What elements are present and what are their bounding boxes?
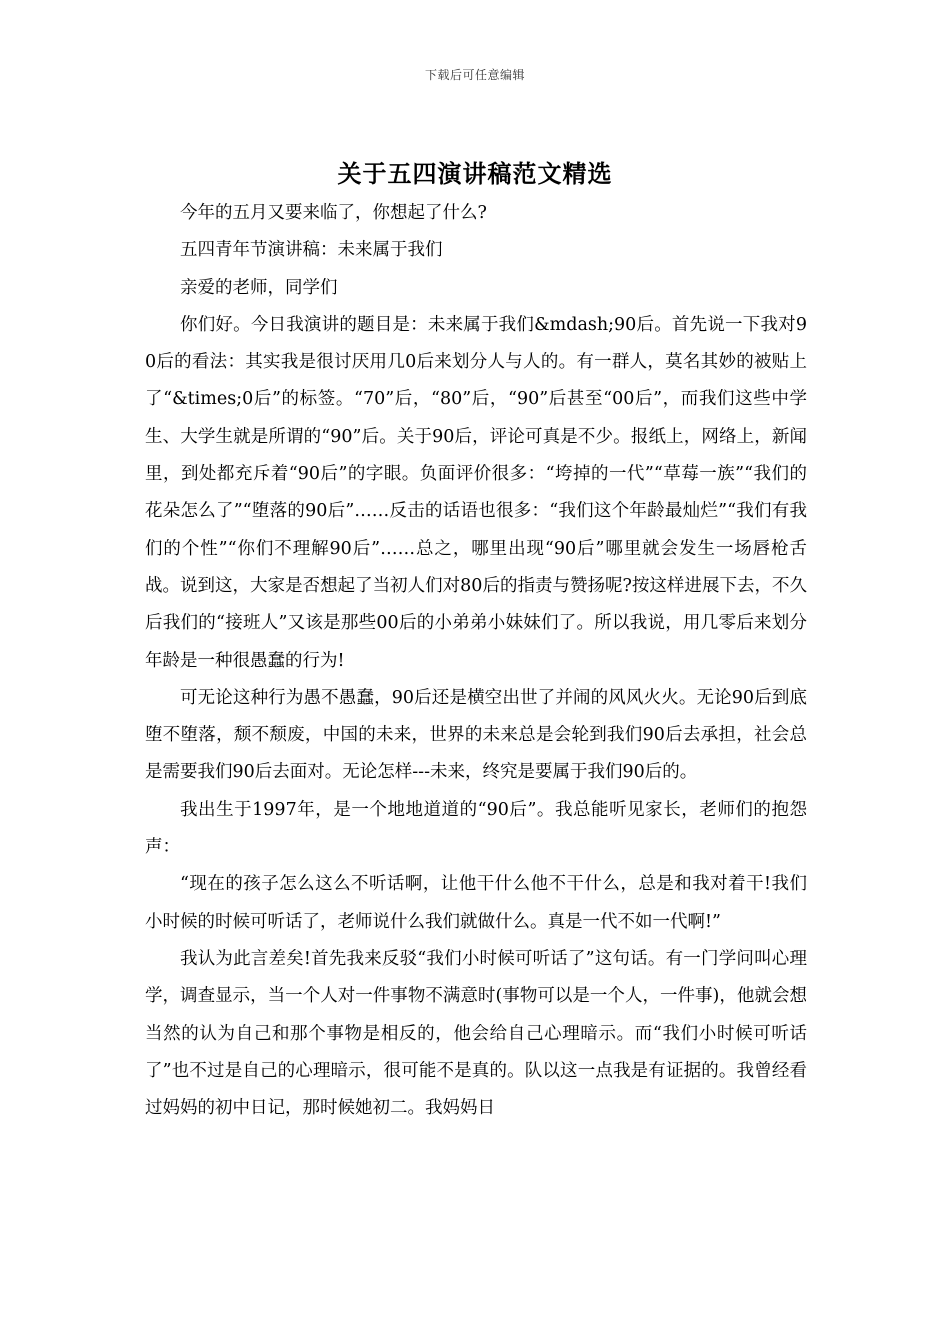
- document-title: 关于五四演讲稿范文精选: [337, 159, 613, 188]
- paragraph: 五四青年节演讲稿：未来属于我们: [180, 240, 443, 261]
- paragraph: “现在的孩子怎么这么不听话啊，让他干什么他不干什么，总是和我对着干!我们小时候的时候可听话了，老师说什么我们就做什么。真是一代不如一代啊!”: [145, 874, 807, 932]
- paragraph: 我认为此言差矣!首先我来反驳“我们小时候可听话了”这句话。有一门学问叫心理学，调查显示，当一个人对一件事物不满意时(事物可以是一个人，一件事)，他就会想当然的认为自己和那个事物是相反的，他会给自己心理暗示。而“我们小时候可听话了”也不过是自己的心理暗示，很可能不是真的。队以这一点我是有证据的。我曾经看过妈妈的初中日记，那时候她初二。我妈妈日: [145, 948, 807, 1119]
- paragraph: 我出生于1997年，是一个地地道道的“90后”。我总能听见家长，老师们的抱怨声：: [145, 799, 807, 858]
- paragraph: 可无论这种行为愚不愚蠢，90后还是横空出世了并闹的风风火火。无论90后到底堕不堕落，颓不颓废，中国的未来，世界的未来总是会轮到我们90后去承担，社会总是需要我们90后去面对。无论怎样---未来，终究是要属于我们90后的。: [145, 687, 807, 783]
- document-body: [145, 195, 807, 1127]
- paragraph: 亲爱的老师，同学们: [180, 277, 338, 298]
- paragraph: 今年的五月又要来临了，你想起了什么?: [180, 203, 487, 223]
- paragraph: 你们好。今日我演讲的题目是：未来属于我们&mdash;90后。首先说一下我对90后的看法：其实我是很讨厌用几0后来划分人与人的。有一群人，莫名其妙的被贴上了“&times;0后”的标签。“70”后，“80”后，“90”后甚至“00后”，而我们这些中学生、大学生就是所谓的“90”后。关于90后，评论可真是不少。报纸上，网络上，新闻里，到处都充斥着“90后”的字眼。负面评价很多：“垮掉的一代”“草莓一族”“我们的花朵怎么了”“堕落的90后”……反击的话语也很多：“我们这个年龄最灿烂”“我们有我们的个性”“你们不理解90后”……总之，哪里出现“90后”哪里就会发生一场唇枪舌战。说到这，大家是否想起了当初人们对80后的指责与赞扬呢?按这样进展下去，不久后我们的“接班人”又该是那些00后的小弟弟小妹妹们了。所以我说，用几零后来划分年龄是一种很愚蠢的行为!: [145, 314, 807, 671]
- page-header: 下载后可任意编辑: [424, 68, 525, 82]
